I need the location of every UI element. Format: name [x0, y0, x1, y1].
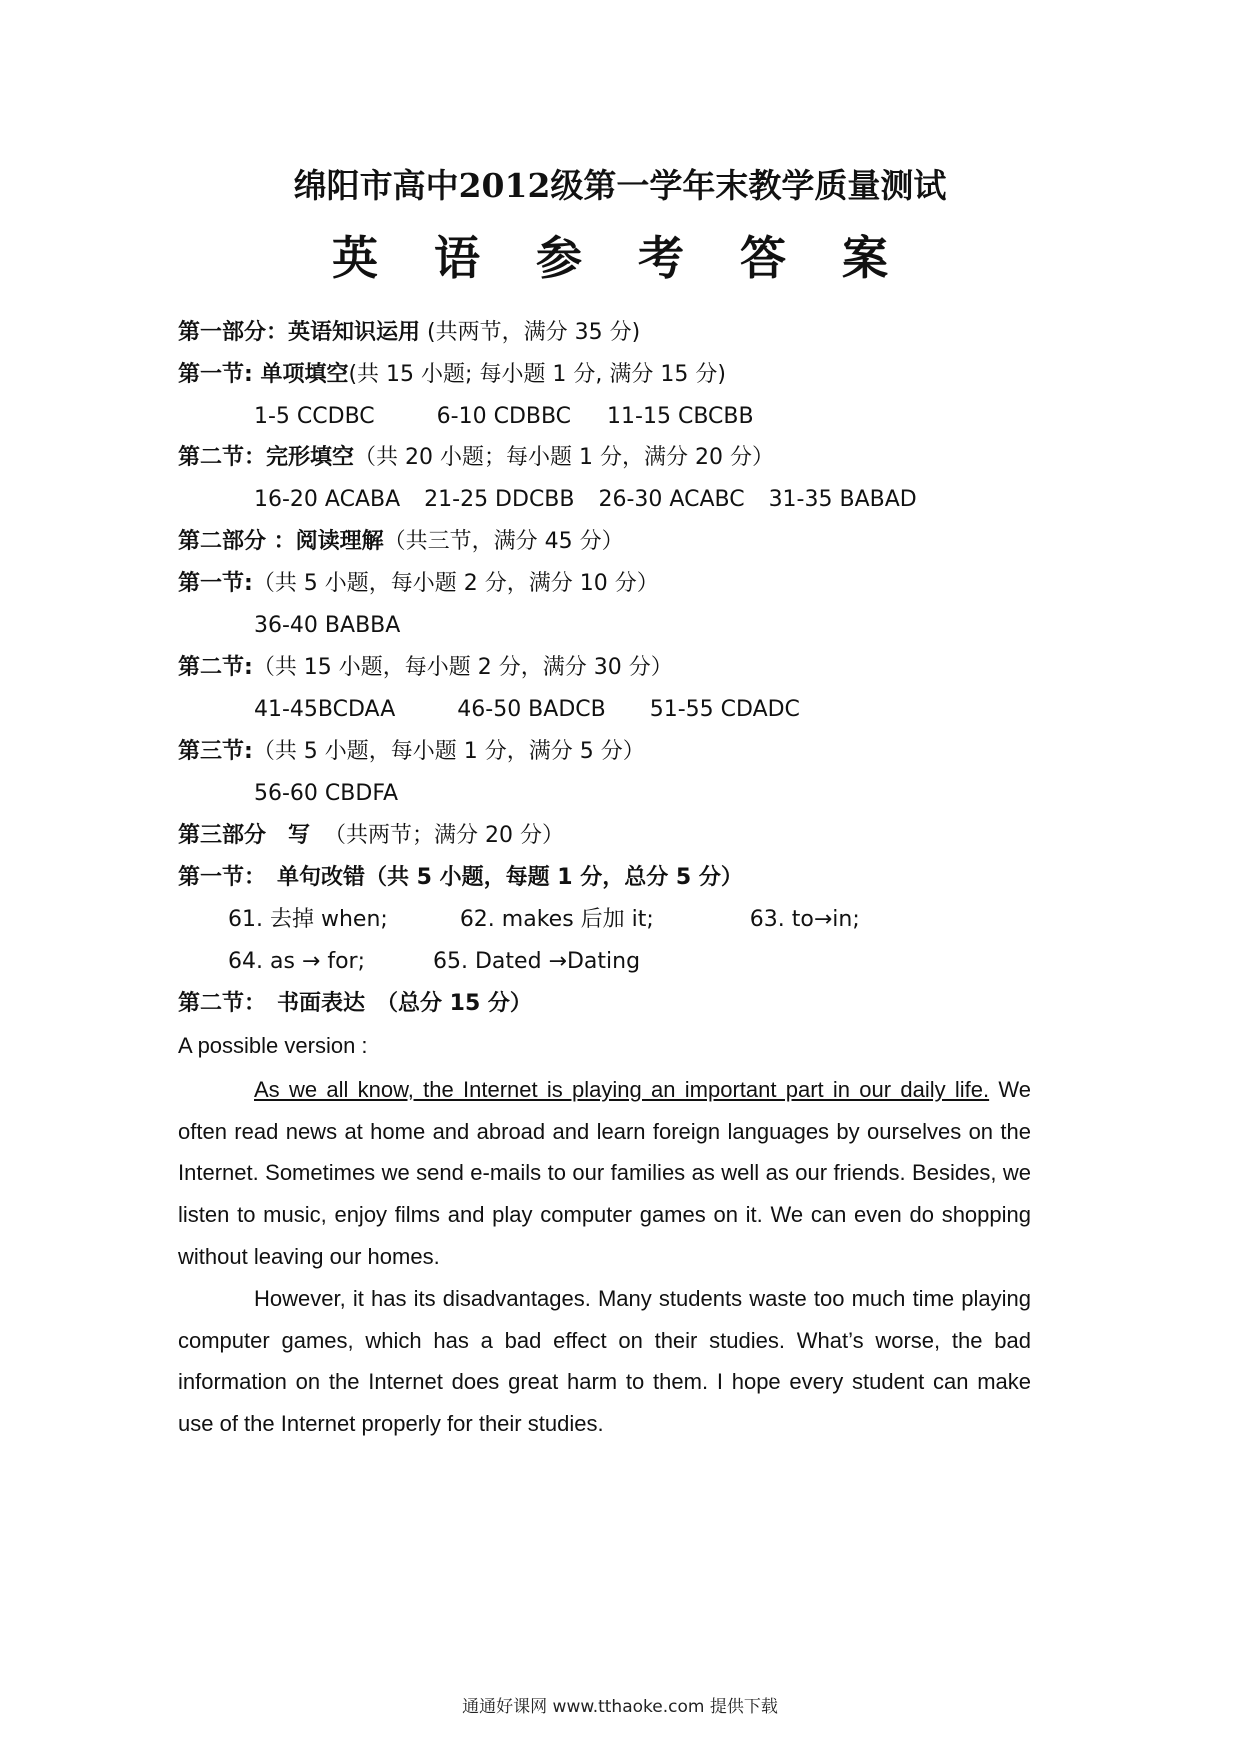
answer-group: 56-60 CBDFA [254, 781, 398, 806]
essay-paragraph-1-body: We often read news at home and abroad and learn foreign languages by ourselves on the Internet. Sometimes we send e-mails to our families as well as our friends. Besides, we listen to music, enjoy films and play computer games on it. We can even do shopping without leaving our homes. [178, 1077, 1031, 1269]
answer-group: 21-25 DDCBB [424, 487, 575, 512]
part1-sec1-heading: 第一节: 单项填空 [178, 362, 349, 387]
part1-heading: 第一部分：英语知识运用 [178, 320, 421, 345]
part1-sec2-heading: 第二节：完形填空 [178, 445, 355, 470]
part2-sec1-note: （共 5 小题，每小题 2 分，满分 10 分） [252, 571, 659, 596]
answer-group: 51-55 CDADC [649, 697, 800, 722]
essay-paragraph-1 [178, 1069, 1031, 1278]
part3-heading-line [178, 821, 564, 851]
part3-sec1-heading: 第一节： 单句改错（共 5 小题，每题 1 分，总分 5 分） [178, 865, 743, 890]
part3-sec1-heading-line [178, 863, 743, 893]
correction-answer: 63. to→in; [749, 907, 860, 932]
answer-group: 46-50 BADCB [457, 697, 606, 722]
essay-topic-sentence: As we all know, the Internet is playing an important part in our daily life. [254, 1077, 990, 1102]
part1-note: (共两节，满分 35 分) [427, 320, 641, 345]
answer-group: 11-15 CBCBB [607, 404, 754, 429]
part1-sec1-heading-line [178, 360, 726, 390]
essay-paragraph-2: However, it has its disadvantages. Many students waste too much time playing computer games, which has a bad effect on their studies. What’s worse, the bad information on the Internet does great harm to them. I hope every student can make use of the Internet properly for their studies. [178, 1286, 1031, 1437]
answer-group: 41-45BCDAA [254, 697, 396, 722]
part1-heading-line [178, 318, 640, 348]
part1-sec2-note: （共 20 小题；每小题 1 分，满分 20 分） [354, 445, 774, 470]
answer-group: 26-30 ACABC [598, 487, 745, 512]
part2-sec1-heading: 第一节: [178, 571, 253, 596]
answer-group: 1-5 CCDBC [254, 404, 375, 429]
part1-sec1-note: (共 15 小题; 每小题 1 分, 满分 15 分) [348, 362, 726, 387]
part2-sec2-answers [254, 695, 800, 725]
answer-group: 36-40 BABBA [254, 613, 401, 638]
answer-group: 31-35 BABAD [768, 487, 917, 512]
part2-sec3-note: （共 5 小题，每小题 1 分，满分 5 分） [252, 739, 645, 764]
part2-sec1-answers [254, 611, 400, 641]
part2-sec3-heading: 第三节: [178, 739, 253, 764]
answer-group: 6-10 CDBBC [436, 404, 572, 429]
part2-sec2-heading: 第二节: [178, 655, 253, 680]
part2-heading-line [178, 527, 624, 557]
correction-answer: 64. as → for; [228, 949, 366, 974]
answer-group: 16-20 ACABA [254, 487, 401, 512]
part2-sec3-answers [254, 779, 398, 809]
part2-note: （共三节，满分 45 分） [383, 529, 624, 554]
part2-sec2-heading-line [178, 653, 673, 683]
document-subtitle: 英 语 参 考 答 案 [331, 231, 909, 285]
part1-sec1-answers [254, 402, 754, 432]
part3-sec2-heading-line [178, 989, 532, 1019]
part3-sec1-answers-row1 [228, 905, 860, 935]
part3-sec1-answers-row2 [228, 947, 640, 977]
correction-answer: 61. 去掉 when; [228, 907, 388, 932]
part2-heading: 第二部分 ：阅读理解 [178, 529, 384, 554]
part1-sec2-heading-line [178, 443, 774, 473]
document-title: 绵阳市高中2012级第一学年末教学质量测试 [293, 166, 947, 205]
footer-source: 通通好课网 www.tthaoke.com 提供下载 [462, 1697, 778, 1717]
part1-sec2-answers [254, 485, 917, 515]
part2-sec2-note: （共 15 小题，每小题 2 分，满分 30 分） [252, 655, 673, 680]
part3-note: （共两节；满分 20 分） [324, 823, 564, 848]
part3-heading: 第三部分 写 [178, 823, 311, 848]
version-label: A possible version : [178, 1033, 368, 1058]
part2-sec1-heading-line [178, 569, 659, 599]
part3-sec2-heading: 第二节： 书面表达 （总分 15 分） [178, 991, 532, 1016]
part2-sec3-heading-line [178, 737, 645, 767]
correction-answer: 65. Dated →Dating [433, 949, 641, 974]
correction-answer: 62. makes 后加 it; [459, 907, 654, 932]
